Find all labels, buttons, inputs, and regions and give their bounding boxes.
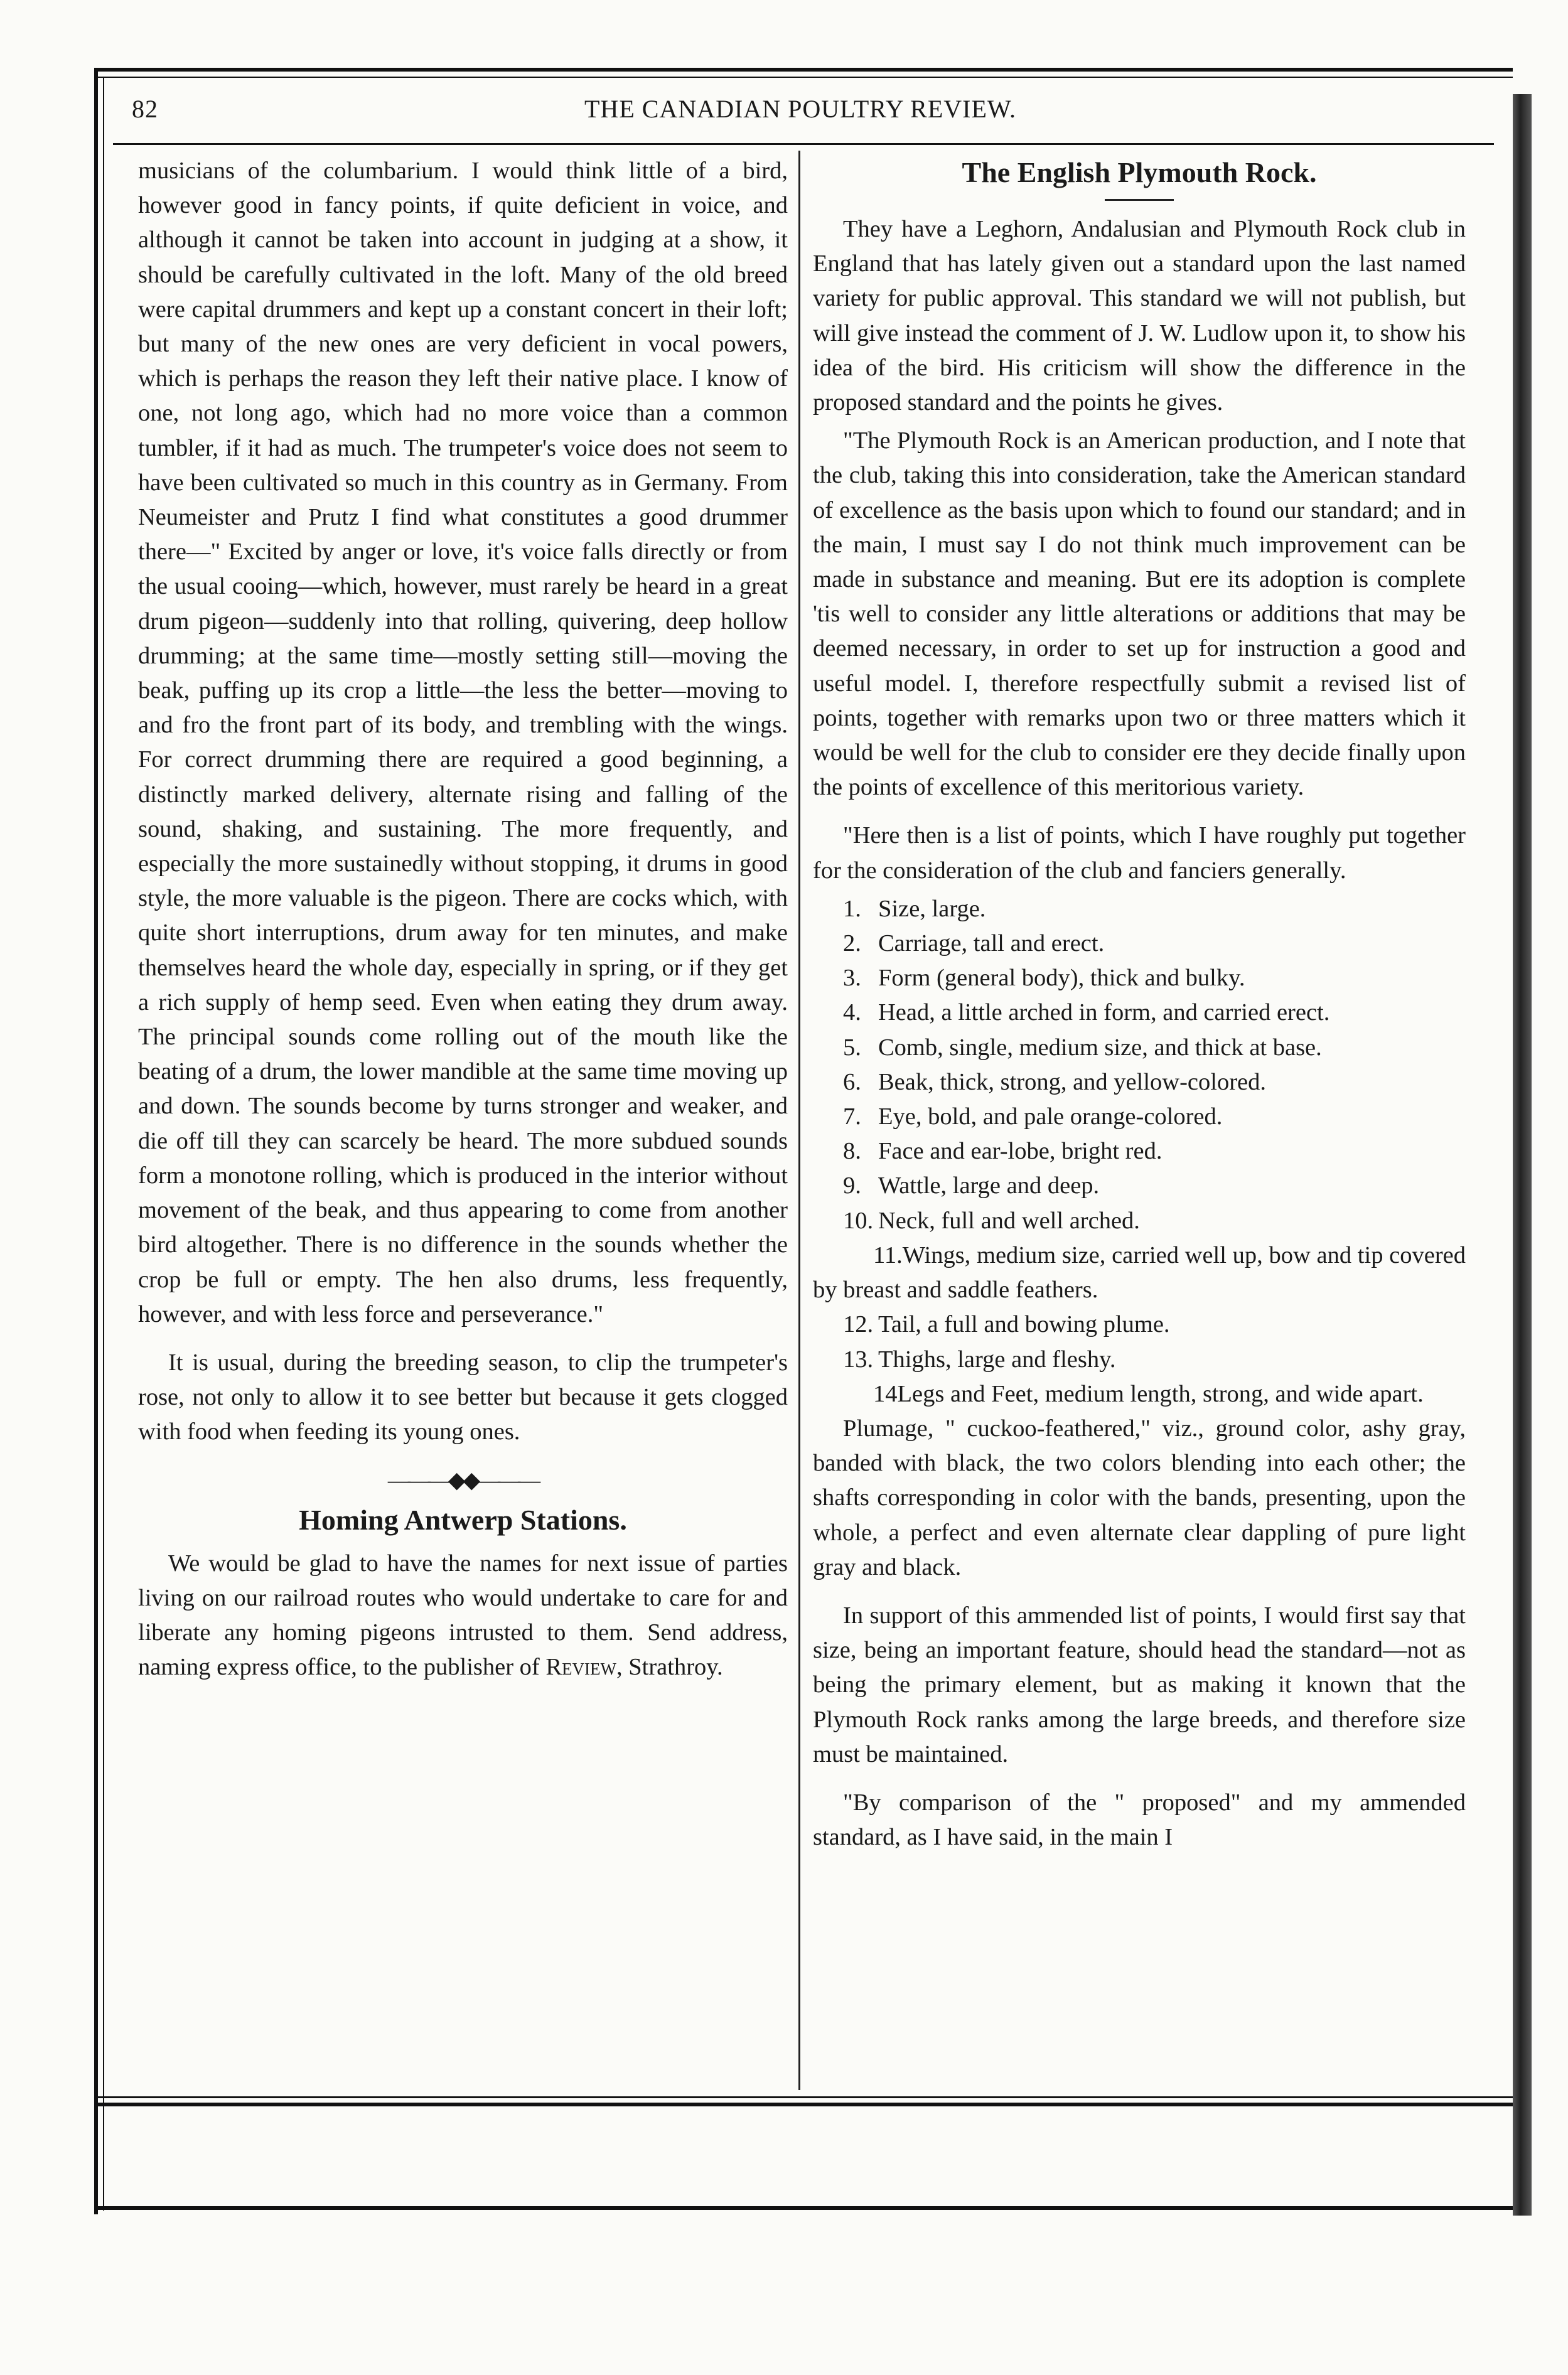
right-column bbox=[813, 154, 1466, 1855]
points-list-item: 8. Face and ear-lobe, bright red. bbox=[843, 1138, 1163, 1165]
points-list-item: 1. Size, large. bbox=[843, 895, 986, 922]
page-number: 82 bbox=[132, 95, 158, 123]
top-border-rule-thin bbox=[94, 77, 1513, 78]
left-column bbox=[138, 154, 788, 1685]
points-list-item: 6. Beak, thick, strong, and yellow-colored. bbox=[843, 1068, 1266, 1095]
bottom-border-rule bbox=[94, 2096, 1513, 2098]
points-list-item: 11.Wings, medium size, carried well up, bow and tip covered by breast and saddle feathers. bbox=[813, 1241, 1466, 1304]
points-list-item: 9. Wattle, large and deep. bbox=[843, 1172, 1100, 1199]
review-smallcaps: Review bbox=[545, 1654, 616, 1681]
plumage-paragraph: Plumage, " cuckoo-feathered," viz., ground color, ashy gray, banded with black, the two colors blending into each other; the shafts corresponding in color with the bands, presenting, upon the whole, a perfect and even alternate clear dappling of pure light gray and black. bbox=[813, 1415, 1466, 1580]
homing-paragraph-tail: , Strathroy. bbox=[616, 1654, 723, 1681]
points-list bbox=[813, 892, 1466, 1412]
binding-spine bbox=[1513, 94, 1532, 2216]
header-underline bbox=[113, 143, 1494, 145]
points-list-item: 10. Neck, full and well arched. bbox=[843, 1207, 1140, 1234]
running-title: THE CANADIAN POULTRY REVIEW. bbox=[584, 95, 1016, 123]
column-divider bbox=[798, 151, 800, 2090]
comparison-paragraph: "By comparison of the " proposed" and my ammended standard, as I have said, in the main I bbox=[813, 1789, 1466, 1851]
top-border-rule bbox=[94, 68, 1513, 72]
bottom-border-rule-outer bbox=[94, 2206, 1513, 2210]
points-list-item: 14Legs and Feet, medium length, strong, and wide apart. bbox=[873, 1380, 1424, 1407]
points-intro-paragraph: "Here then is a list of points, which I have roughly put together for the consideration of the club and fanciers generally. bbox=[813, 822, 1466, 884]
points-list-item: 2. Carriage, tall and erect. bbox=[843, 930, 1105, 957]
bottom-border-rule-thick bbox=[94, 2103, 1513, 2106]
left-border-rule-thin bbox=[103, 77, 104, 2211]
plymouth-section-title: The English Plymouth Rock. bbox=[962, 156, 1317, 188]
homing-section-title: Homing Antwerp Stations. bbox=[299, 1503, 627, 1536]
points-list-item: 12. Tail, a full and bowing plume. bbox=[843, 1311, 1170, 1338]
section-ornament: ———◆◆——— bbox=[387, 1467, 539, 1493]
clipping-paragraph: It is usual, during the breeding season, to clip the trumpeter's rose, not only to allow it to see better but because it gets clogged with food when feeding its young ones. bbox=[138, 1349, 788, 1445]
points-list-item: 13. Thighs, large and fleshy. bbox=[843, 1346, 1116, 1373]
points-list-item: 3. Form (general body), thick and bulky. bbox=[843, 965, 1245, 992]
title-rule bbox=[1105, 199, 1174, 201]
support-paragraph: In support of this ammended list of points, I would first say that size, being an important feature, should head the standard—not as being the primary element, but as making it known that the Plymouth Rock ranks among the large breeds, and therefore size must be maintained. bbox=[813, 1602, 1466, 1767]
drumming-paragraph: musicians of the columbarium. I would think little of a bird, however good in fancy points, if quite deficient in voice, and although it cannot be taken into account in judging at a show, it should be carefully cultivated in the loft. Many of the old breed were capital drummers and kept up a constant concert in their loft; but many of the new ones are very deficient in vocal powers, which is perhaps the reason they left their native place. I know of one, not long ago, which had no more voice than a common tumbler, if it had as much. The trumpeter's voice does not seem to have been cultivated so much in this country as in Germany. From Neumeister and Prutz I find what constitutes a good drummer there—" Excited by anger or love, it's voice falls directly or from the usual cooing—which, however, must rarely be heard in a great drum pigeon—suddenly into that rolling, quivering, deep hollow drumming; at the same time—mostly setting still—moving the beak, puffing up its crop a little—the less the better—moving to and fro the front part of its body, and trembling with the wings. For correct drumming there are required a good beginning, a distinctly marked delivery, alternate rising and falling of the sound, shaking, and sustaining. The more frequently, and especially the more sustainedly without stopping, it drums in good style, the more valuable is the pigeon. There are cocks which, with quite short interruptions, drum away for ten minutes, and make themselves heard the whole day, especially in spring, or if they get a rich supply of hemp seed. Even when eating they drum away. The principal sounds come rolling out of the mouth like the beating of a drum, the lower mandible at the same time moving up and down. The sounds become by turns stronger and weaker, and die off till they can scarcely be heard. The more subdued sounds form a monotone rolling, which is produced in the interior without movement of the beak, and thus appearing to come from another bird altogether. There is no difference in the sounds whether the crop be full or empty. The hen also drums, less frequently, however, and with less force and perseverance." bbox=[138, 158, 788, 1327]
points-list-item: 4. Head, a little arched in form, and carried erect. bbox=[843, 999, 1330, 1026]
points-list-item: 7. Eye, bold, and pale orange-colored. bbox=[843, 1103, 1223, 1130]
left-border-rule bbox=[94, 68, 98, 2214]
points-list-item: 5. Comb, single, medium size, and thick at base. bbox=[843, 1034, 1322, 1061]
page-header bbox=[113, 88, 1488, 138]
intro-paragraph: They have a Leghorn, Andalusian and Plymouth Rock club in England that has lately given out a standard upon the last named variety for public approval. This standard we will not publish, but will give instead the comment of J. W. Ludlow upon it, to show his idea of the bird. His criticism will show the difference in the proposed standard and the points he gives. bbox=[813, 216, 1466, 416]
homing-paragraph-lead: We would be glad to have the names for next issue of parties living on our railroad routes who would undertake to care for and liberate any homing pigeons intrusted to them. Send address, naming express office, to the publisher of bbox=[138, 1550, 788, 1681]
homing-paragraph bbox=[138, 1547, 788, 1685]
ludlow-paragraph: "The Plymouth Rock is an American production, and I note that the club, taking this into consideration, take the American standard of excellence as the basis upon which to found our standard; and in the main, I must say I do not think much improvement can be made in substance and meaning. But ere its adoption is complete 'tis well to consider any little alterations or additions that may be deemed necessary, in order to set up for instruction a good and useful model. I, therefore respectfully submit a revised list of points, together with remarks upon two or three matters which it would be well for the club to consider ere they decide finally upon the points of excellence of this meritorious variety. bbox=[813, 427, 1466, 801]
